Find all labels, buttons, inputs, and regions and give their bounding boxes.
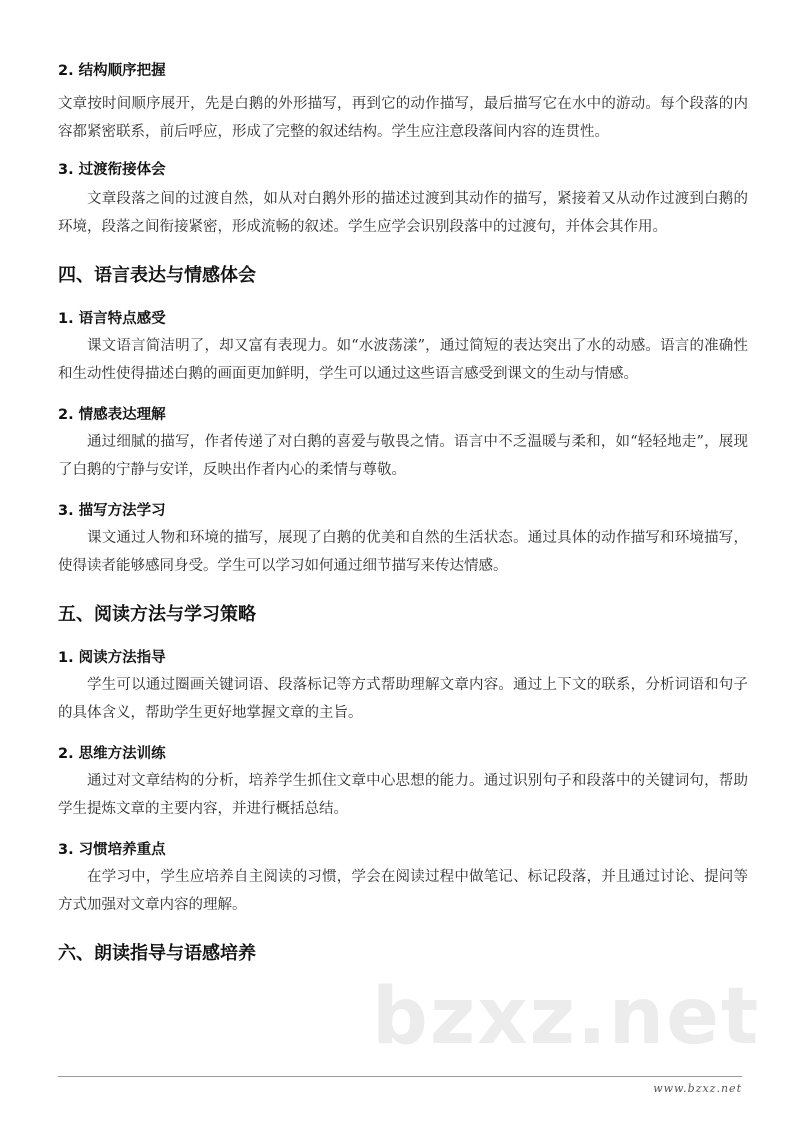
section-heading-reading-strategies: 五、阅读方法与学习策略 bbox=[58, 604, 256, 625]
subheading-reading-guidance: 1. 阅读方法指导 bbox=[58, 650, 166, 666]
paragraph-structure-order: 文章按时间顺序展开，先是白鹅的外形描写，再到它的动作描写，最后描写它在水中的游动。每个段落的内容都紧密联系，前后呼应，形成了完整的叙述结构。学生应注意段落间内容的连贯性。 bbox=[58, 96, 748, 140]
paragraph-emotion-understanding: 通过细腻的描写，作者传递了对白鹅的喜爱与敬畏之情。语言中不乏温暖与柔和，如“轻轻地走”，展现了白鹅的宁静与安详，反映出作者内心的柔情与尊敬。 bbox=[58, 434, 748, 478]
subheading-transition: 3. 过渡衔接体会 bbox=[58, 162, 166, 178]
subheading-thinking-training: 2. 思维方法训练 bbox=[58, 746, 166, 762]
footer-url[interactable]: www.bzxz.net bbox=[653, 1082, 742, 1095]
paragraph-habit-focus: 在学习中，学生应培养自主阅读的习惯，学会在阅读过程中做笔记、标记段落，并且通过讨论、提问等方式加强对文章内容的理解。 bbox=[58, 869, 748, 913]
subheading-language-features: 1. 语言特点感受 bbox=[58, 311, 166, 327]
paragraph-language-features: 课文语言简洁明了，却又富有表现力。如“水波荡漾”，通过简短的表达突出了水的动感。语言的准确性和生动性使得描述白鹅的画面更加鲜明，学生可以通过这些语言感受到课文的生动与情感。 bbox=[58, 338, 748, 382]
paragraph-transition: 文章段落之间的过渡自然，如从对白鹅外形的描述过渡到其动作的描写，紧接着又从动作过渡到白鹅的环境，段落之间衔接紧密，形成流畅的叙述。学生应学会识别段落中的过渡句，并体会其作用。 bbox=[58, 191, 748, 235]
subheading-structure-order: 2. 结构顺序把握 bbox=[58, 63, 166, 79]
footer-divider bbox=[58, 1076, 742, 1077]
section-heading-language-emotion: 四、语言表达与情感体会 bbox=[58, 265, 256, 286]
document-body bbox=[58, 60, 748, 969]
watermark-text: bzxz.net bbox=[372, 972, 761, 1062]
section-heading-reading-aloud: 六、朗读指导与语感培养 bbox=[58, 943, 256, 964]
subheading-emotion-understanding: 2. 情感表达理解 bbox=[58, 407, 166, 423]
paragraph-reading-guidance: 学生可以通过圈画关键词语、段落标记等方式帮助理解文章内容。通过上下文的联系，分析词语和句子的具体含义，帮助学生更好地掌握文章的主旨。 bbox=[58, 677, 748, 721]
subheading-description-methods: 3. 描写方法学习 bbox=[58, 503, 166, 519]
paragraph-description-methods: 课文通过人物和环境的描写，展现了白鹅的优美和自然的生活状态。通过具体的动作描写和环境描写，使得读者能够感同身受。学生可以学习如何通过细节描写来传达情感。 bbox=[58, 530, 748, 574]
subheading-habit-focus: 3. 习惯培养重点 bbox=[58, 842, 166, 858]
paragraph-thinking-training: 通过对文章结构的分析，培养学生抓住文章中心思想的能力。通过识别句子和段落中的关键词句，帮助学生提炼文章的主要内容，并进行概括总结。 bbox=[58, 773, 748, 817]
